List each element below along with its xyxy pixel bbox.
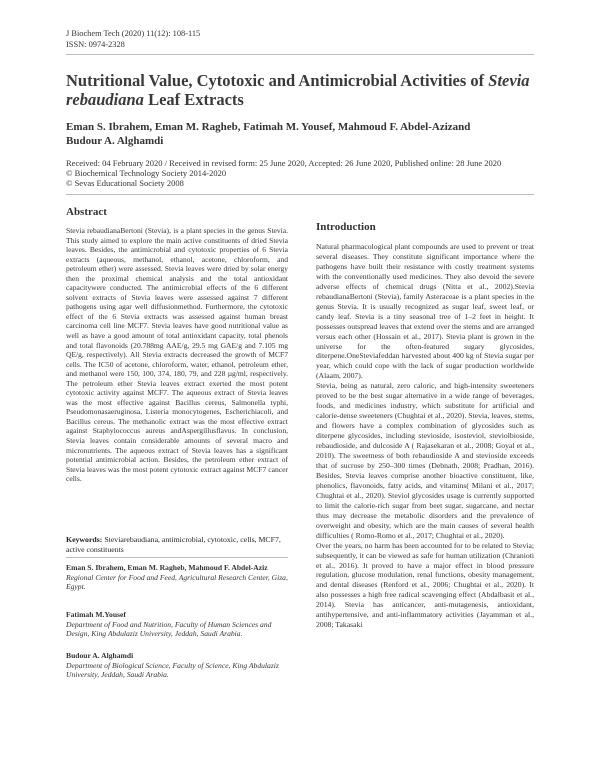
introduction-body <box>316 242 534 630</box>
affiliation-2 <box>66 610 288 639</box>
affiliation-3 <box>66 651 288 680</box>
affiliation-1 <box>66 563 288 592</box>
title-tail: Leaf Extracts <box>143 90 244 109</box>
abstract-heading: Abstract <box>66 206 107 218</box>
authors-line-2: Budour A. Alghamdi <box>66 134 164 147</box>
intro-paragraph-3: Over the years, no harm has been accounted for to be related to Stevia; subsequently, it can be viewed as safe for human utilization (Chranioti et al., 2016). It proved to have a major effect in blood pressure regulation, glucose modulation, renal functions, obesity management, and dental diseases (Renford et al., 2006; Chughtai et al., 2020). It also possesses a high free radical scavenging effect (Abdalbasit et al., 2014). Stevia has anticancer, anti-mutagenesis, antioxidant, antihypertensive, and anti-inflammatory activities (Jayamman et al., 2008; Takasaki <box>316 540 534 630</box>
title-main: Nutritional Value, Cytotoxic and Antimicrobial Activities of <box>66 71 489 90</box>
journal-header <box>66 29 200 50</box>
affiliation-names: Fatimah M.Yousef <box>66 610 126 619</box>
section-divider <box>66 194 534 195</box>
received-dates: Received: 04 February 2020 / Received in revised form: 25 June 2020, Accepted: 26 June 2020, Published online: 28 June 2020 <box>66 158 502 168</box>
intro-paragraph-2: Stevia, being as natural, zero caloric, and high-intensity sweeteners proved to be the best sugar alternative in a wide range of beverages, foods, and medicines industry, which substitute for artificial and calorie-dense sweeteners (Chughtai et al., 2020). Stevia, leaves, stems, and flowers have a complex combination of glycosides such as diterpene glycosides, including stevioside, isosteviol, steviolbioside, rebaudioside, and dulcoside A ( Rajasekaran et al., 2008; Goyal et al., 2010). The sweetness of both rebaudioside A and stevioside exceeds that of sucrose by 250–300 times (Debnath, 2008; Pradhan, 2016). Besides, Stevia leaves comprise another bioactive constituent, like, phenolics, flavonoids, fatty acids, and vitamins( Milani et al., 2017; Chughtai et al., 2020). Steviol glycosides usage is currently supported to limit the calorie-rich sugar from beet sugar, sugarcane, and nectar thus may decrease the metabolic disorders and the prevalence of overweight and obesity, which are the main causes of several health difficulties ( Romo-Romo et al., 2017; Chughtai et al., 2020). <box>316 381 534 540</box>
affiliation-institution: Regional Center for Food and Feed, Agricultural Research Center, Giza, Egypt. <box>66 572 288 592</box>
title-species: Stevia rebaudiana <box>66 71 530 109</box>
publication-dates <box>66 158 536 189</box>
paper-title <box>66 71 536 109</box>
abstract-text: Stevia rebaudianaBertoni (Stevia), is a plant species in the genus Stevia. This study aimed to explore the main active constituents of dried Stevia leaves. Besides, the antimicrobial and cytotoxic properties of 6 Stevia extracts (aqueous, methanol, ethanol, acetone, chloroform, and petroleum ether) were assessed. Stevia leaves were dried by solar energy then the proximal chemical analysis and the total antioxidant capacitywere conducted. The antimicrobial effects of the 6 different solvent extracts of Stevia leaves were assessed against 7 different pathogens using agar well diffusionmethod. Furthermore, the cytotoxic effect of the 6 Stevia extracts was assessed against human breast carcinoma cell line MCF7. Stevia leaves have good nutritional value as well as have a good amount of total antioxidant capacity, total phenols and total flavonoids (20.788mg AAE/g, 29.5 mg GAE/g and 7.105 mg QE/g, respectively). All Stevia extracts decreased the growth of MCF7 cells. The IC50 of acetone, chloroform, water, ethanol, petroleum ether, and methanol were 150, 100, 374, 180, 79, and 228 µg/ml, respectively. The petroleum ether Stevia leaves extract exerted the most potent cytotoxic activity against MCF7. The aqueous extract of Stevia leaves was the most effective against Bacillus cereus, Salmonella typhi, Pseudomonasaeruginosa, Listeria monocytogenes, Escherichiacoli, and Bacillus cereus. The methanolic extract was the most effective extract against Staphylococcus aureus andAspergillusflavus. In conclusion, Stevia leaves contain considerable amounts of several macro and micronutrients. The aqueous extract of Stevia leaves has a significant potential antimicrobial action. Besides, the petroleum ether extract of Stevia leaves was the most potent cytotoxic extract against MCF7 cancer cells. <box>66 226 288 484</box>
affiliation-institution: Department of Biological Science, Faculty of Science, King Abdulaziz University, Jeddah, Saudi Arabia. <box>66 660 279 680</box>
journal-citation: J Biochem Tech (2020) 11(12): 108-115 <box>66 29 201 38</box>
authors-line-1: Eman S. Ibrahem, Eman M. Ragheb, Fatimah M. Yousef, Mahmoud F. Abdel-Azizand <box>66 121 471 133</box>
keywords <box>66 535 288 555</box>
copyright-line-2: © Sevas Educational Society 2008 <box>66 178 184 189</box>
affiliation-names: Budour A. Alghamdi <box>66 651 134 660</box>
intro-paragraph-1: Natural pharmacological plant compounds are used to prevent or treat several diseases. They constitute significant importance where the pathogens have built their resistance with costly treatment systems with the conventionally used medicines. They also devoid the severe adverse effects of chemical drugs (Nitta et al., 2002).Stevia rebaudianaBertoni (Stevia), family Asteraceae is a plant species in the genus Stevia. It is usually recognized as sugar leaf, sweet leaf, or candy leaf. Stevia is a tiny seasonal tree of 1–2 feet in height. It possesses outspread leaves that extend over the stems and are arranged versus each other (Hossain et al., 2017). Stevia plant is grown in the universe for the often-featured sugary glycosides, diterpene.OneSteviafeddan harvested about 400 kg of Stevia sugar per year, which could cope with the lack of sugar production worldwide (Alaam, 2007). <box>316 242 534 381</box>
keywords-text: Steviarebaudiana, antimicrobial, cytotoxic, cells, MCF7, active constituents <box>66 535 281 554</box>
header-divider <box>66 54 534 55</box>
affiliation-names: Eman S. Ibrahem, Eman M. Ragheb, Mahmoud F. Abdel-Aziz <box>66 563 268 572</box>
copyright-line-1: © Biochemical Technology Society 2014-2020 <box>66 168 227 179</box>
affiliation-divider <box>66 557 288 558</box>
author-list <box>66 121 536 148</box>
keywords-label: Keywords: <box>66 535 103 544</box>
journal-issn: ISSN: 0974-2328 <box>66 39 125 49</box>
introduction-heading: Introduction <box>316 221 376 233</box>
affiliation-institution: Department of Food and Nutrition, Faculty of Human Sciences and Design, King Abdulaziz University, Jeddah, Saudi Arabia. <box>66 619 272 639</box>
